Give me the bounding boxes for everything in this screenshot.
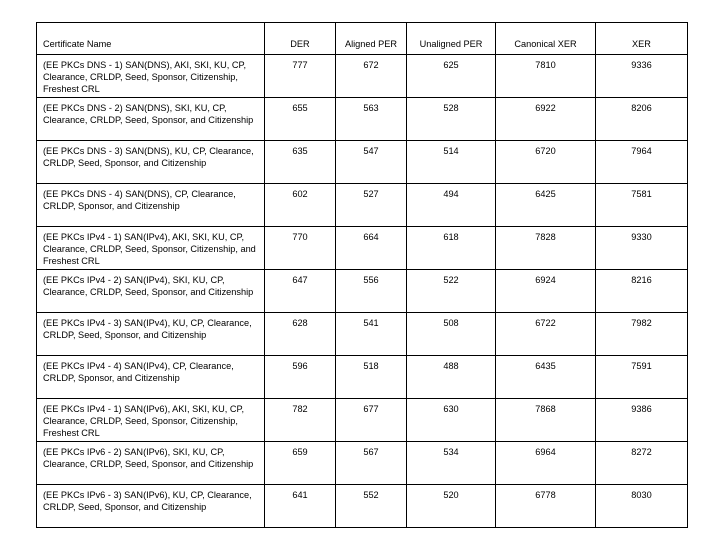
canonical-xer-cell: 6435 <box>496 356 596 399</box>
xer-cell: 8216 <box>596 270 688 313</box>
unaligned-per-cell: 625 <box>407 55 496 98</box>
header-aligned-per: Aligned PER <box>336 23 407 55</box>
unaligned-per-cell: 488 <box>407 356 496 399</box>
der-cell: 602 <box>265 184 336 227</box>
aligned-per-cell: 547 <box>336 141 407 184</box>
canonical-xer-cell: 7868 <box>496 399 596 442</box>
certificate-name-cell: (EE PKCs IPv4 - 1) SAN(IPv6), AKI, SKI, KU, CP, Clearance, CRLDP, Seed, Sponsor, Citizenship, Freshest CRL <box>37 399 265 442</box>
table-row <box>37 141 688 184</box>
canonical-xer-cell: 7810 <box>496 55 596 98</box>
aligned-per-cell: 672 <box>336 55 407 98</box>
certificate-name-cell: (EE PKCs DNS - 3) SAN(DNS), KU, CP, Clearance, CRLDP, Seed, Sponsor, and Citizenship <box>37 141 265 184</box>
certificate-name-cell: (EE PKCs IPv4 - 2) SAN(IPv4), SKI, KU, CP, Clearance, CRLDP, Seed, Sponsor, and Citizenship <box>37 270 265 313</box>
unaligned-per-cell: 630 <box>407 399 496 442</box>
xer-cell: 8030 <box>596 485 688 528</box>
der-cell: 647 <box>265 270 336 313</box>
aligned-per-cell: 527 <box>336 184 407 227</box>
table-row <box>37 356 688 399</box>
unaligned-per-cell: 618 <box>407 227 496 270</box>
header-unaligned-per: Unaligned PER <box>407 23 496 55</box>
der-cell: 596 <box>265 356 336 399</box>
der-cell: 782 <box>265 399 336 442</box>
aligned-per-cell: 567 <box>336 442 407 485</box>
table-row <box>37 270 688 313</box>
table-row <box>37 399 688 442</box>
header-certificate-name: Certificate Name <box>37 23 265 55</box>
table-header-row <box>37 23 688 55</box>
certificate-name-cell: (EE PKCs IPv4 - 1) SAN(IPv4), AKI, SKI, KU, CP, Clearance, CRLDP, Seed, Sponsor, Citizenship, and Freshest CRL <box>37 227 265 270</box>
xer-cell: 7591 <box>596 356 688 399</box>
certificate-name-cell: (EE PKCs DNS - 1) SAN(DNS), AKI, SKI, KU, CP, Clearance, CRLDP, Seed, Sponsor, Citizenship, Freshest CRL <box>37 55 265 98</box>
canonical-xer-cell: 6425 <box>496 184 596 227</box>
table-row <box>37 227 688 270</box>
unaligned-per-cell: 514 <box>407 141 496 184</box>
table-row <box>37 184 688 227</box>
canonical-xer-cell: 6924 <box>496 270 596 313</box>
aligned-per-cell: 541 <box>336 313 407 356</box>
header-xer: XER <box>596 23 688 55</box>
xer-cell: 9386 <box>596 399 688 442</box>
xer-cell: 9336 <box>596 55 688 98</box>
table-row <box>37 485 688 528</box>
header-der: DER <box>265 23 336 55</box>
aligned-per-cell: 664 <box>336 227 407 270</box>
canonical-xer-cell: 7828 <box>496 227 596 270</box>
aligned-per-cell: 563 <box>336 98 407 141</box>
aligned-per-cell: 552 <box>336 485 407 528</box>
der-cell: 777 <box>265 55 336 98</box>
xer-cell: 7982 <box>596 313 688 356</box>
canonical-xer-cell: 6778 <box>496 485 596 528</box>
table-row <box>37 313 688 356</box>
unaligned-per-cell: 528 <box>407 98 496 141</box>
header-canonical-xer: Canonical XER <box>496 23 596 55</box>
der-cell: 635 <box>265 141 336 184</box>
aligned-per-cell: 556 <box>336 270 407 313</box>
xer-cell: 7581 <box>596 184 688 227</box>
unaligned-per-cell: 520 <box>407 485 496 528</box>
unaligned-per-cell: 522 <box>407 270 496 313</box>
unaligned-per-cell: 534 <box>407 442 496 485</box>
aligned-per-cell: 677 <box>336 399 407 442</box>
certificate-size-table <box>36 22 688 528</box>
xer-cell: 8272 <box>596 442 688 485</box>
table-row <box>37 98 688 141</box>
xer-cell: 8206 <box>596 98 688 141</box>
canonical-xer-cell: 6922 <box>496 98 596 141</box>
unaligned-per-cell: 494 <box>407 184 496 227</box>
certificate-name-cell: (EE PKCs IPv6 - 3) SAN(IPv6), KU, CP, Clearance, CRLDP, Seed, Sponsor, and Citizenship <box>37 485 265 528</box>
der-cell: 770 <box>265 227 336 270</box>
certificate-name-cell: (EE PKCs DNS - 2) SAN(DNS), SKI, KU, CP, Clearance, CRLDP, Seed, Sponsor, and Citizenship <box>37 98 265 141</box>
xer-cell: 7964 <box>596 141 688 184</box>
der-cell: 655 <box>265 98 336 141</box>
der-cell: 659 <box>265 442 336 485</box>
aligned-per-cell: 518 <box>336 356 407 399</box>
der-cell: 641 <box>265 485 336 528</box>
der-cell: 628 <box>265 313 336 356</box>
certificate-name-cell: (EE PKCs IPv4 - 3) SAN(IPv4), KU, CP, Clearance, CRLDP, Seed, Sponsor, and Citizenship <box>37 313 265 356</box>
certificate-name-cell: (EE PKCs IPv6 - 2) SAN(IPv6), SKI, KU, CP, Clearance, CRLDP, Seed, Sponsor, and Citizenship <box>37 442 265 485</box>
xer-cell: 9330 <box>596 227 688 270</box>
canonical-xer-cell: 6964 <box>496 442 596 485</box>
certificate-name-cell: (EE PKCs DNS - 4) SAN(DNS), CP, Clearance, CRLDP, Sponsor, and Citizenship <box>37 184 265 227</box>
table-row <box>37 442 688 485</box>
canonical-xer-cell: 6720 <box>496 141 596 184</box>
certificate-name-cell: (EE PKCs IPv4 - 4) SAN(IPv4), CP, Clearance, CRLDP, Sponsor, and Citizenship <box>37 356 265 399</box>
unaligned-per-cell: 508 <box>407 313 496 356</box>
canonical-xer-cell: 6722 <box>496 313 596 356</box>
table-row <box>37 55 688 98</box>
